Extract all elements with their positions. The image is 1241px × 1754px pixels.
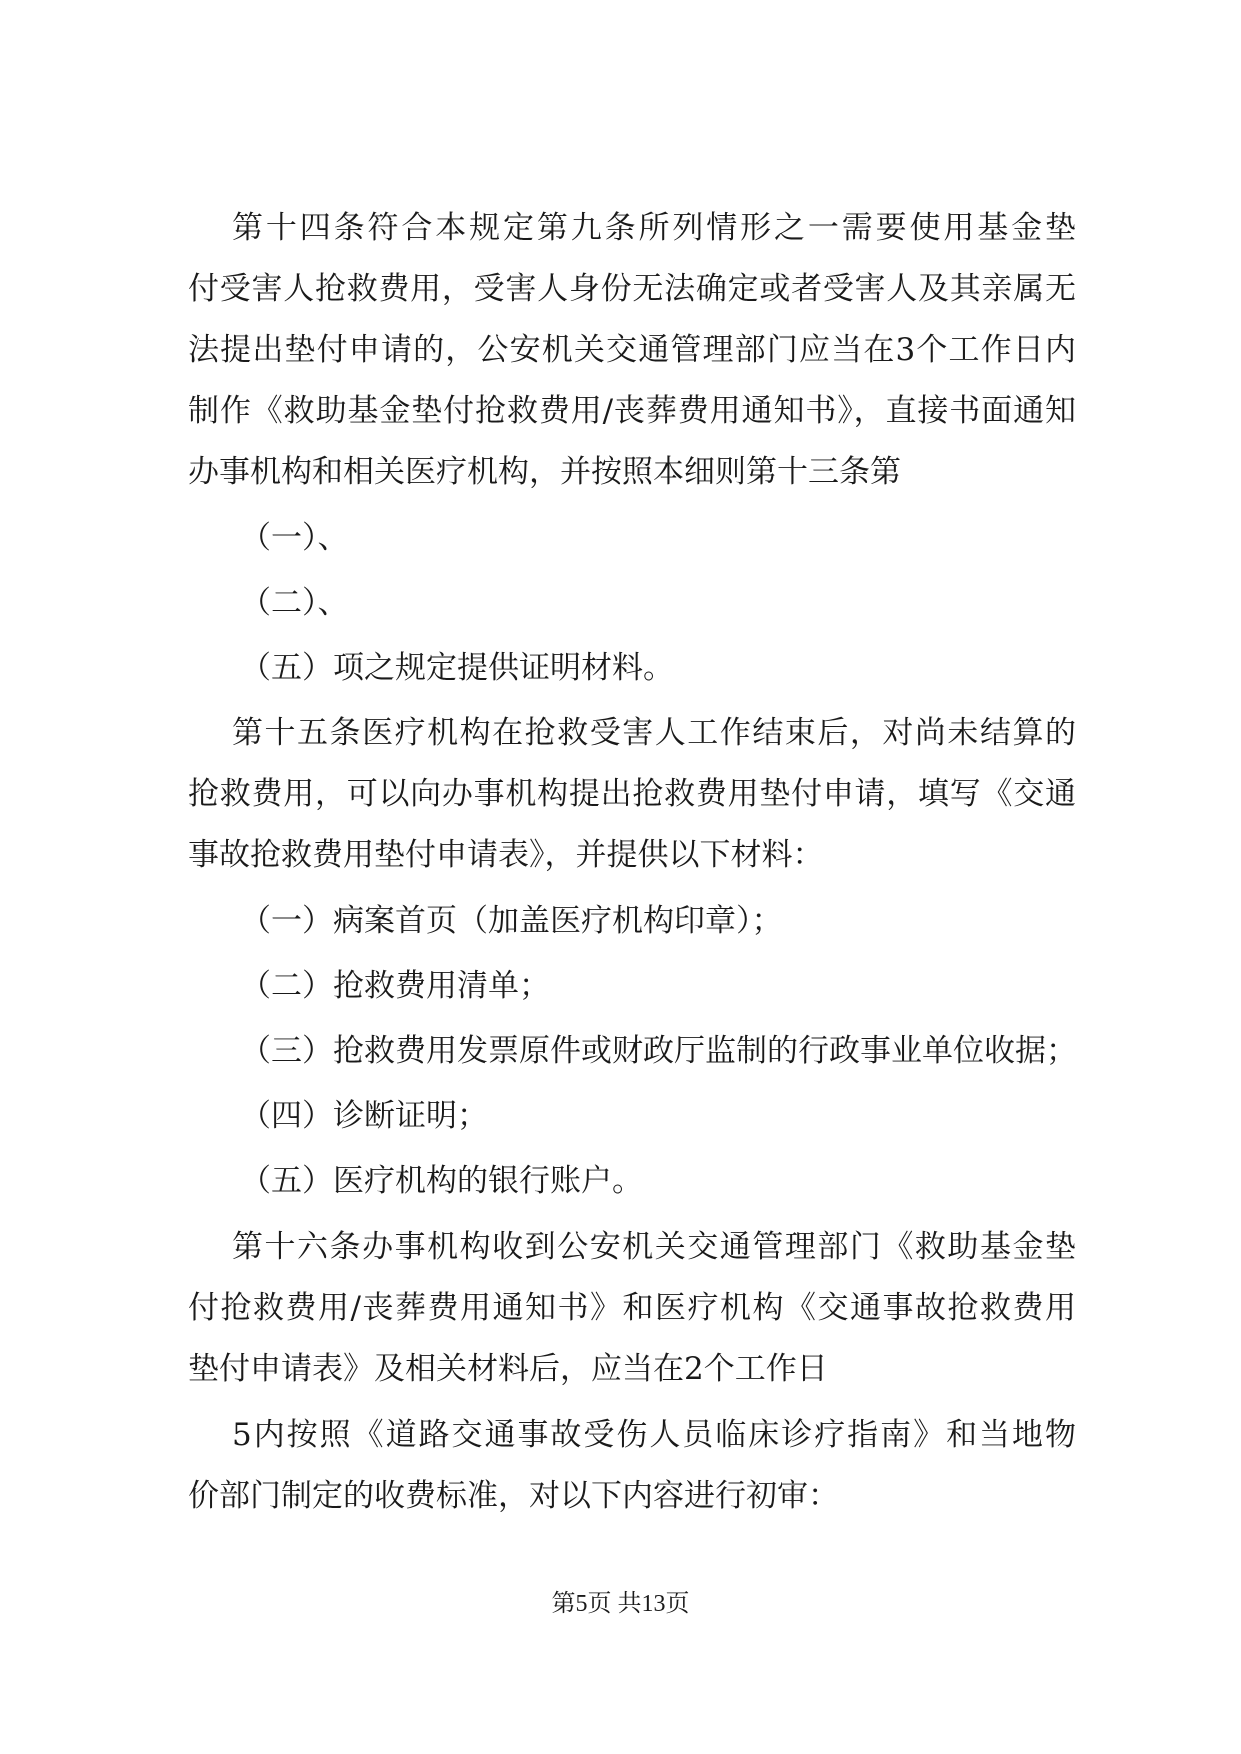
p14-line-3: 法提出垫付申请的，公安机关交通管理部门应当在3个工作日内	[188, 332, 1076, 368]
p15-item-1: （一）病案首页（加盖医疗机构印章）；	[240, 903, 783, 939]
p16b-line-1: 5内按照《道路交通事故受伤人员临床诊疗指南》和当地物	[232, 1417, 1076, 1453]
p16-line-3: 垫付申请表》及相关材料后，应当在2个工作日	[188, 1351, 828, 1387]
page-footer: 第5页 共13页	[551, 1591, 690, 1617]
p15-item-2: （二）抢救费用清单；	[240, 968, 550, 1004]
p15-item-5: （五）医疗机构的银行账户。	[240, 1163, 643, 1199]
p15-item-4: （四）诊断证明；	[240, 1098, 488, 1134]
item-one: （一）、	[240, 520, 349, 556]
p14-line-2: 付受害人抢救费用，受害人身份无法确定或者受害人及其亲属无	[188, 271, 1076, 307]
p16b-line-2: 价部门制定的收费标准，对以下内容进行初审：	[188, 1478, 839, 1514]
p15-item-3: （三）抢救费用发票原件或财政厅监制的行政事业单位收据；	[240, 1033, 1077, 1069]
item-two: （二）、	[240, 585, 349, 621]
p15-line-2: 抢救费用，可以向办事机构提出抢救费用垫付申请，填写《交通	[188, 776, 1076, 812]
p14-line-1: 第十四条符合本规定第九条所列情形之一需要使用基金垫	[232, 210, 1076, 246]
p14-line-5: 办事机构和相关医疗机构，并按照本细则第十三条第	[188, 454, 901, 490]
p15-line-1: 第十五条医疗机构在抢救受害人工作结束后，对尚未结算的	[232, 715, 1076, 751]
p14-line-4: 制作《救助基金垫付抢救费用/丧葬费用通知书》，直接书面通知	[188, 393, 1076, 429]
p16-line-2: 付抢救费用/丧葬费用通知书》和医疗机构《交通事故抢救费用	[188, 1290, 1076, 1326]
item-five: （五）项之规定提供证明材料。	[240, 650, 674, 686]
p16-line-1: 第十六条办事机构收到公安机关交通管理部门《救助基金垫	[232, 1229, 1076, 1265]
p15-line-3: 事故抢救费用垫付申请表》，并提供以下材料：	[188, 837, 824, 873]
